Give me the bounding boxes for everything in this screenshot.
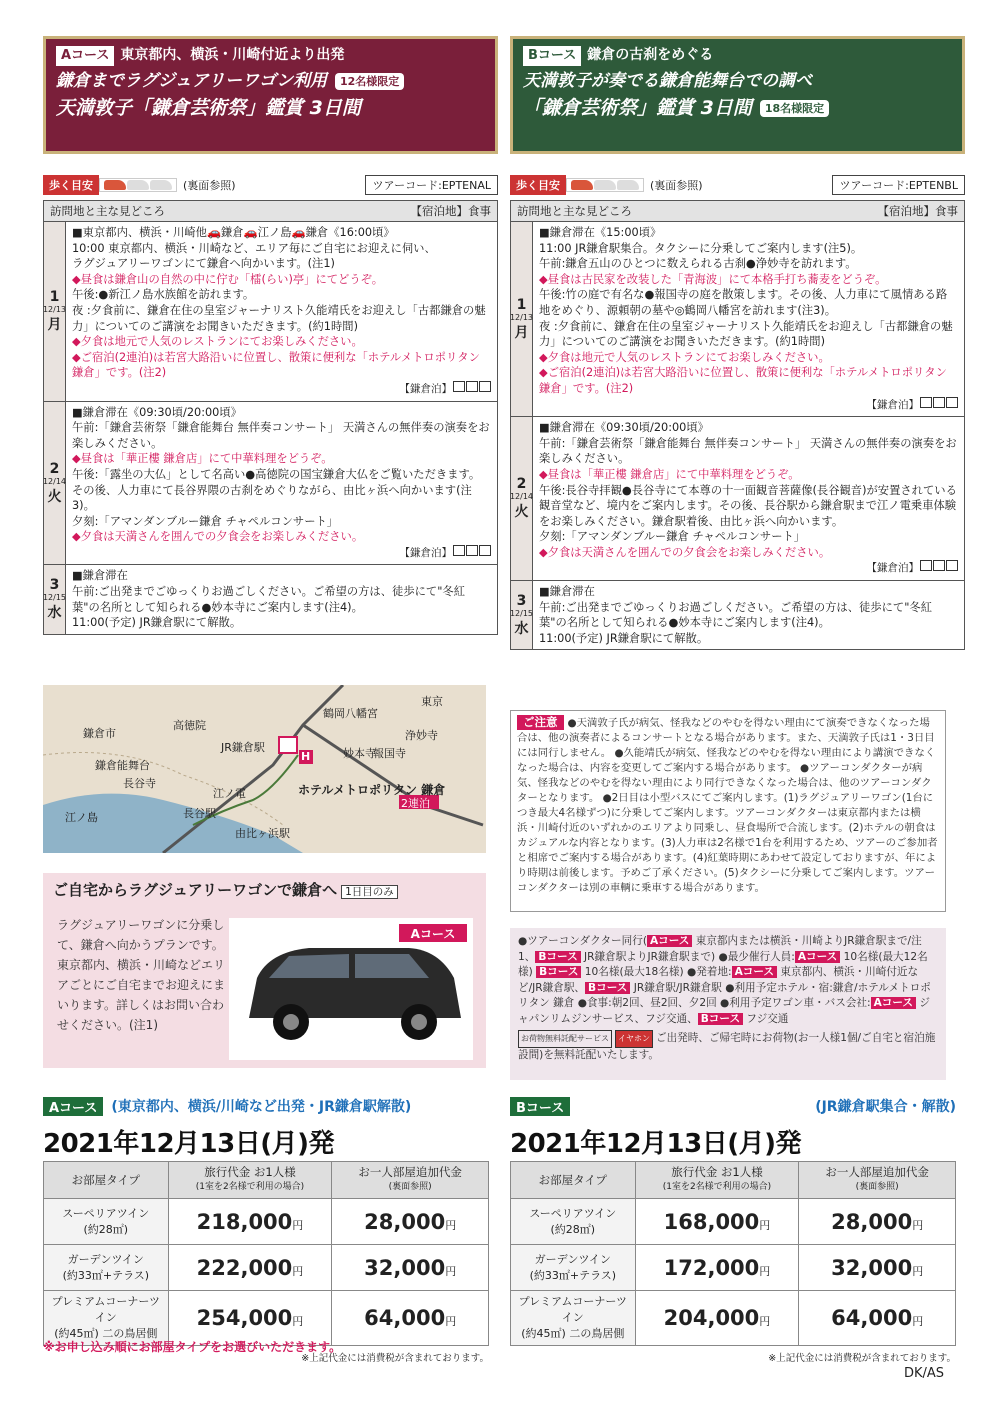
map-label: 江ノ電 — [213, 787, 246, 800]
yen-unit: 円 — [759, 1315, 771, 1328]
itin-head-right: 【宿泊地】食事 — [410, 204, 491, 218]
day-weekday: 水 — [47, 605, 62, 622]
itinerary-line: ◆昼食は「華正樓 鎌倉店」にて中華料理をどうぞ。 — [72, 452, 333, 466]
course-a-chip: Aコース — [795, 951, 840, 963]
day-weekday: 火 — [514, 504, 529, 521]
yen-unit: 円 — [445, 1218, 457, 1232]
col-single — [332, 1162, 489, 1199]
course-a-title-line3: 天満敦子「鎌倉芸術祭」鑑賞 3日間 — [56, 97, 361, 119]
room-type-cell — [44, 1245, 169, 1291]
price-cell — [635, 1199, 799, 1245]
notice-box — [510, 710, 946, 912]
shoe-rating-icon — [566, 178, 644, 192]
day-row — [44, 402, 497, 566]
single-cell — [799, 1245, 956, 1291]
price-row — [511, 1291, 956, 1346]
lux-title: ご自宅からラグジュアリーワゴンで鎌倉へ — [53, 881, 338, 899]
map-label: 鶴岡八幡宮 — [323, 707, 378, 720]
day-number: 3 — [49, 577, 60, 594]
col-price-label: 旅行代金 お1人様 — [204, 1165, 296, 1179]
col-single-sub: (裏面参照) — [388, 1182, 432, 1192]
yen-unit: 円 — [292, 1264, 304, 1278]
day-label — [44, 565, 66, 633]
course-b-chip: Bコース — [536, 966, 581, 978]
meal-icon — [933, 397, 945, 408]
single-cell — [799, 1199, 956, 1245]
room-type-cell — [511, 1245, 636, 1291]
itinerary-line: 午前:鎌倉五山のひとつに数えられる古刹●浄妙寺を訪れます。 — [539, 257, 857, 271]
course-a-subtitle: 東京都内、横浜・川崎付近より出発 — [120, 47, 345, 63]
itinerary-line: 夜 :夕食前に、鎌倉在住の皇室ジャーナリスト久能靖氏をお迎えし「古都鎌倉の魅力」についてのご講演をお聞きいただきます。(約1時間) — [72, 303, 486, 333]
tour-code: ツアーコード:EPTENAL — [365, 175, 498, 195]
yen-unit: 円 — [292, 1315, 304, 1328]
course-a-limit-badge: 12名様限定 — [335, 73, 404, 90]
walk-guide — [510, 174, 965, 196]
day-number: 1 — [516, 296, 527, 313]
price-table — [43, 1161, 489, 1346]
footnote: ※お申し込み順にお部屋タイプをお選びいただきます。 — [43, 1340, 342, 1354]
course-a-title-line2: 鎌倉までラグジュアリーワゴン利用 — [56, 71, 327, 91]
footer-code: DK/AS — [903, 1366, 944, 1381]
lux-badge: 1日目のみ — [341, 885, 398, 899]
single-cell — [799, 1291, 956, 1346]
walk-ref: (裏面参照) — [183, 179, 236, 192]
walk-guide — [43, 174, 498, 196]
itin-head-right: 【宿泊地】食事 — [877, 204, 958, 218]
stay-label: 【鎌倉泊】 — [399, 382, 452, 395]
room-type-cell — [44, 1199, 169, 1245]
yen-unit: 円 — [445, 1315, 457, 1328]
col-single-sub: (裏面参照) — [855, 1182, 899, 1192]
day-label — [511, 581, 533, 649]
course-b-title-line2: 天満敦子が奏でる鎌倉能舞台での調べ — [523, 71, 812, 91]
meal-icon — [920, 560, 932, 571]
day-body — [66, 402, 497, 565]
itinerary-line: 午前:ご出発までごゆっくりお過ごしください。ご希望の方は、徒歩にて"冬紅葉"の名所として知られる●妙本寺にご案内します(注4)。 — [72, 585, 465, 614]
map-label: H — [301, 750, 311, 763]
itinerary-line: 午前:「鎌倉芸術祭「鎌倉能舞台 無伴奏コンサート」 天満さんの無伴奏の演奏をお楽しみください。 — [72, 421, 490, 450]
day-weekday: 水 — [514, 620, 529, 637]
itinerary-line: ■鎌倉滞在 — [539, 585, 595, 599]
map-label: 2連泊 — [401, 797, 430, 810]
price-value: 222,000 — [196, 1255, 293, 1280]
map-label: 鎌倉市 — [83, 727, 116, 740]
info-text: 東京都内、横浜・川崎付近など/JR鎌倉駅、 — [518, 966, 919, 994]
meal-icon — [453, 381, 465, 392]
itinerary-line: ◆夕食は天満さんを囲んでの夕食会をお楽しみください。 — [72, 530, 364, 544]
single-value: 64,000 — [364, 1306, 446, 1330]
col-single — [799, 1162, 956, 1199]
itinerary-line: ◆昼食は古民家を改装した「青海波」にて本格手打ち蕎麦をどうぞ。 — [539, 272, 887, 286]
room-type: ガーデンツイン — [534, 1252, 611, 1266]
course-b-tag: Bコース — [523, 46, 581, 66]
itinerary-line: 11:00 JR鎌倉駅集合。タクシーに分乗してご案内します(注5)。 — [539, 241, 863, 255]
car-icon — [229, 918, 473, 1060]
itinerary-line: ◆昼食は鎌倉山の自然の中に佇む「檑(らい)亭」にてどうぞ。 — [72, 272, 383, 286]
course-a-tag: Aコース — [56, 46, 114, 66]
single-value: 28,000 — [364, 1209, 446, 1234]
earphone-icon: イヤホン — [615, 1030, 653, 1048]
map-label: ホテルメトロポリタン 鎌倉 — [298, 783, 446, 797]
map-label: JR鎌倉駅 — [221, 741, 265, 754]
meal-icon — [466, 381, 478, 392]
day-body — [533, 222, 964, 416]
day-date: 12/13 — [42, 304, 67, 314]
price-cell — [635, 1291, 799, 1346]
course-a-column — [43, 0, 498, 635]
yen-unit: 円 — [759, 1264, 771, 1278]
yen-unit: 円 — [292, 1218, 304, 1232]
col-single-label: お一人部屋追加代金 — [358, 1165, 462, 1179]
day-body — [533, 417, 964, 580]
itinerary-line: ■鎌倉滞在《15:00頃》 — [539, 226, 662, 239]
itinerary-line: ◆昼食は「華正樓 鎌倉店」にて中華料理をどうぞ。 — [539, 467, 800, 481]
walk-label: 歩く目安 — [510, 175, 566, 195]
room-type: プレミアムコーナーツイン — [51, 1295, 160, 1324]
day-number: 2 — [516, 476, 527, 493]
price-value: 254,000 — [196, 1306, 293, 1330]
stay-info — [539, 397, 958, 414]
course-b-chip: Bコース — [698, 1013, 743, 1025]
single-cell — [332, 1199, 489, 1245]
baggage-service-icon: お荷物無料託配サービス — [518, 1030, 612, 1048]
notice-label: ご注意 — [517, 715, 564, 730]
yen-unit: 円 — [912, 1218, 924, 1232]
info-text: ジャパンリムジンサービス、フジ交通、 — [518, 997, 930, 1025]
itinerary-line: ■鎌倉滞在《09:30頃/20:00頃》 — [539, 421, 709, 435]
stay-label: 【鎌倉泊】 — [399, 546, 452, 559]
col-price-sub: (1室を2名様で利用の場合) — [662, 1182, 772, 1192]
info-text: ●ツアーコンダクター同行( — [518, 935, 647, 947]
day-row — [511, 581, 964, 649]
map-label: 東京 — [421, 695, 443, 708]
itinerary-line: 午後:竹の庭で有名な●報国寺の庭を散策します。その後、人力車にて風情ある路地をめぐり、源頼朝の墓や◎鶴岡八幡宮を訪れます(注3)。 — [539, 288, 948, 317]
day-date: 12/15 — [42, 593, 67, 603]
price-a-tag: Aコース — [43, 1097, 103, 1116]
itinerary-line: 11:00(予定) JR鎌倉駅にて解散。 — [539, 631, 709, 645]
car-course-tag: Aコース — [410, 927, 456, 941]
info-text: JR鎌倉駅よりJR鎌倉駅まで) ●最少催行人員: — [580, 950, 795, 963]
course-b-banner — [510, 36, 965, 154]
tax-note: ※上記代金には消費税が含まれております。 — [301, 1353, 489, 1364]
yen-unit: 円 — [445, 1264, 457, 1278]
day-body — [66, 222, 497, 401]
single-value: 32,000 — [831, 1255, 913, 1280]
course-a-banner — [43, 36, 498, 154]
itinerary-line: ■鎌倉滞在《09:30頃/20:00頃》 — [72, 405, 242, 419]
itinerary-line: 11:00(予定) JR鎌倉駅にて解散。 — [72, 616, 242, 630]
price-row — [44, 1245, 489, 1291]
price-value: 172,000 — [663, 1255, 760, 1280]
col-price — [635, 1162, 799, 1199]
course-b-chip: Bコース — [535, 951, 580, 963]
departure-date: 2021年12月13日(月)発 — [510, 1129, 801, 1159]
tour-code: ツアーコード:EPTENBL — [832, 175, 965, 195]
map-label: 江ノ島 — [65, 811, 98, 824]
itinerary-line: 夕刻:「アマンダンブルー鎌倉 チャペルコンサート」 — [539, 530, 806, 544]
map-label: 妙本寺 — [343, 747, 376, 760]
itinerary-line: ■東京都内、横浜・川崎他🚗鎌倉🚗江ノ島🚗鎌倉《16:00頃》 — [72, 226, 395, 239]
course-b-subtitle: 鎌倉の古刹をめぐる — [587, 47, 714, 63]
itinerary-line: 午前:ご出発までごゆっくりお過ごしください。ご希望の方は、徒歩にて"冬紅葉"の名所として知られる●妙本寺にご案内します(注4)。 — [539, 600, 932, 630]
single-cell — [332, 1245, 489, 1291]
map-label: 鎌倉能舞台 — [95, 759, 150, 772]
meal-icon — [933, 560, 945, 571]
price-row — [511, 1199, 956, 1245]
price-a-note: (東京都内、横浜/川崎など出発・JR鎌倉駅解散) — [111, 1099, 412, 1115]
room-size: (約45㎡) 二の鳥居側 — [521, 1327, 625, 1340]
luxury-wagon-box — [43, 873, 486, 1068]
course-b-chip: Bコース — [585, 982, 630, 994]
map-label: 高徳院 — [173, 719, 206, 732]
day-label — [511, 222, 533, 416]
room-size: (約28㎡) — [550, 1222, 596, 1236]
single-cell — [332, 1291, 489, 1346]
walk-ref: (裏面参照) — [650, 179, 703, 192]
itinerary-line: ◆夕食は地元で人気のレストランにてお楽しみください。 — [539, 350, 830, 364]
kamakura-map — [43, 685, 486, 853]
stay-info — [72, 381, 491, 398]
stay-label: 【鎌倉泊】 — [866, 398, 919, 411]
single-value: 32,000 — [364, 1255, 446, 1280]
baggage-text: ご出発時、ご帰宅時にお荷物(お一人様1個/ご自宅と宿泊施設間)を無料託配いたします。 — [518, 1032, 936, 1061]
col-single-label: お一人部屋追加代金 — [825, 1165, 929, 1179]
info-text: フジ交通 — [743, 1012, 789, 1025]
course-a-chip: Aコース — [647, 935, 692, 947]
price-row — [511, 1245, 956, 1291]
col-room-type: お部屋タイプ — [511, 1162, 636, 1199]
price-cell — [168, 1199, 332, 1245]
yen-unit: 円 — [759, 1218, 771, 1232]
itinerary-line: 午後:長谷寺拝観●長谷寺にて本尊の十一面観音菩薩像(長谷観音)が安置されている観音堂など、境内をご案内します。その後、長谷駅から鎌倉駅まで江ノ電乗車体験をお楽しみください。鎌倉駅着後、由比ヶ浜へ向かいます。 — [539, 483, 957, 528]
lux-text: ラグジュアリーワゴンに分乗して、鎌倉へ向かうプランです。東京都内、横浜・川崎などエリアごとにご自宅までお迎えにまいります。詳しくはお問い合わせください。(注1) — [57, 918, 226, 1032]
price-row — [44, 1199, 489, 1245]
room-size: (約33㎡+テラス) — [529, 1268, 617, 1282]
yen-unit: 円 — [912, 1315, 924, 1328]
day-body — [533, 581, 964, 649]
info-text: JR鎌倉駅/JR鎌倉駅 ●利用予定ホテル・宿:鎌倉/ホテルメトロポリタン 鎌倉 ●食事:朝2回、昼2回、夕2回 ●利用予定ワゴン車・バス会社: — [518, 981, 931, 1009]
meal-icon — [946, 560, 958, 571]
room-size: (約33㎡+テラス) — [62, 1268, 150, 1282]
price-b-note: (JR鎌倉駅集合・解散) — [815, 1099, 956, 1115]
day-weekday: 月 — [47, 316, 62, 333]
stay-label: 【鎌倉泊】 — [866, 562, 919, 575]
room-type-cell — [511, 1199, 636, 1245]
meal-icon — [920, 397, 932, 408]
meal-icon — [453, 545, 465, 556]
price-value: 218,000 — [196, 1209, 293, 1234]
itinerary-line: ラグジュアリーワゴンにて鎌倉へ向かいます。(注1) — [72, 257, 335, 271]
col-price-label: 旅行代金 お1人様 — [671, 1165, 763, 1179]
map-label: 長谷駅 — [183, 807, 216, 820]
notice-text: ●天満敦子氏が病気、怪我などのやむを得ない理由にて演奏できなくなった場合は、他の演奏者によるコンサートとなる場合があります。また、天満敦子氏は1・3日目には同行しません。 ●久能靖氏が病気、怪我などのやむを得ない理由により講演できなくなった場合は、内容を変更してご案内する場合があります。 ●ツアーコンダクターが病気、怪我などのやむを得ない理由により同行できなくなった場合は、他のツアーコンダクターとなります。 ●2日目は小型バスにてご案内します。(1)ラグジュアリーワゴン(1台につき最大4名様ずつ)に分乗してご案内します。ツアーコンダクターは東京都内または横浜・川崎付近のいずれかのエリアより同乗し、昼食場所で合流します。(2)ホテルの朝食はカジュアルな内容となります。(3)人力車は2名様で1台を利用するため、ツアーのご参加者と相席でご案内する場合があります。(4)紅葉時期にあわせて設定しておりますが、年により時期は前後します。予めご了承ください。(5)タクシーに分乗してご案内します。ツアーコンダクターは別の車輌に乗車する場合があります。 — [517, 717, 938, 894]
itinerary-line: ◆夕食は地元で人気のレストランにてお楽しみください。 — [72, 335, 363, 349]
price-value: 204,000 — [663, 1306, 760, 1330]
itin-head-left: 訪問地と主な見どころ — [517, 204, 632, 218]
itinerary-table — [510, 200, 965, 650]
room-size: (約45㎡) 二の鳥居側 — [54, 1327, 158, 1340]
day-label — [511, 417, 533, 580]
stay-info — [539, 560, 958, 577]
itinerary-line: 10:00 東京都内、横浜・川崎など、エリア毎にご自宅にお迎えに伺い、 — [72, 241, 436, 255]
itinerary-line: ◆ご宿泊(2連泊)は若宮大路沿いに位置し、散策に便利な「ホテルメトロポリタン 鎌倉」です。(注2) — [72, 350, 480, 380]
itinerary-line: 夜 :夕食前に、鎌倉在住の皇室ジャーナリスト久能靖氏をお迎えし「古都鎌倉の魅力」についてのご講演をお聞きいただきます。(約1時間) — [539, 319, 953, 349]
single-value: 28,000 — [831, 1209, 913, 1234]
itinerary-table — [43, 200, 498, 635]
stay-info — [72, 545, 491, 562]
itinerary-line: 午前:「鎌倉芸術祭「鎌倉能舞台 無伴奏コンサート」 天満さんの無伴奏の演奏をお楽しみください。 — [539, 436, 957, 466]
col-price-sub: (1室を2名様で利用の場合) — [195, 1182, 305, 1192]
price-value: 168,000 — [663, 1209, 760, 1234]
day-number: 2 — [49, 460, 60, 477]
day-date: 12/15 — [509, 608, 534, 618]
walk-label: 歩く目安 — [43, 175, 99, 195]
meal-icon — [479, 545, 491, 556]
itinerary-line: 午後:●新江ノ島水族館を訪れます。 — [72, 288, 255, 302]
room-type: スーペリアツイン — [529, 1206, 617, 1220]
room-type: ガーデンツイン — [67, 1252, 144, 1266]
course-b-column — [510, 0, 965, 650]
shoe-rating-icon — [99, 178, 177, 192]
car-image — [229, 918, 473, 1060]
price-cell — [168, 1245, 332, 1291]
itinerary-line: ■鎌倉滞在 — [72, 569, 128, 583]
info-text: 東京都内または横浜・川崎よりJR鎌倉駅まで/注1、 — [518, 935, 922, 963]
day-weekday: 月 — [514, 324, 529, 341]
info-text: 10名様(最大18名様) ●発着地: — [581, 966, 732, 978]
meal-icon — [466, 545, 478, 556]
yen-unit: 円 — [912, 1264, 924, 1278]
day-number: 1 — [49, 288, 60, 305]
single-value: 64,000 — [831, 1306, 913, 1330]
itinerary-line: ◆ご宿泊(2連泊)は若宮大路沿いに位置し、散策に便利な「ホテルメトロポリタン 鎌倉」です。(注2) — [539, 366, 947, 395]
col-room-type: お部屋タイプ — [44, 1162, 169, 1199]
day-number: 3 — [516, 592, 527, 609]
room-type: スーペリアツイン — [62, 1206, 150, 1220]
course-b-title-line3: 「鎌倉芸術祭」鑑賞 3日間 — [523, 97, 752, 119]
day-body — [66, 565, 497, 633]
day-row — [44, 565, 497, 633]
room-type-cell — [511, 1291, 636, 1346]
day-label — [44, 222, 66, 401]
itinerary-line: 夕刻:「アマンダンブルー鎌倉 チャペルコンサート」 — [72, 514, 339, 528]
price-table-a — [43, 1095, 489, 1364]
meal-icon — [479, 381, 491, 392]
departure-date: 2021年12月13日(月)発 — [43, 1129, 334, 1159]
price-cell — [635, 1245, 799, 1291]
col-price — [168, 1162, 332, 1199]
course-a-chip: Aコース — [732, 966, 777, 978]
meal-icon — [946, 397, 958, 408]
map-label: 長谷寺 — [123, 777, 156, 790]
map-label: 浄妙寺 — [405, 729, 438, 742]
price-table-b — [510, 1095, 956, 1364]
price-table — [510, 1161, 956, 1346]
itinerary-line: ◆夕食は天満さんを囲んでの夕食会をお楽しみください。 — [539, 545, 831, 559]
info-text: 10名様(最大12名様) — [518, 950, 928, 978]
room-size: (約28㎡) — [83, 1222, 129, 1236]
itinerary-line: 午後:「露坐の大仏」として名高い●高徳院の国宝鎌倉大仏をご覧いただきます。その後、人力車にて長谷界隈の古刹をめぐりながら、由比ヶ浜へ向かいます(注3)。 — [72, 467, 481, 513]
tour-info-box — [510, 928, 946, 1080]
course-a-chip: Aコース — [871, 997, 916, 1009]
price-b-tag: Bコース — [510, 1097, 570, 1116]
day-weekday: 火 — [47, 488, 62, 505]
map-label: 由比ヶ浜駅 — [235, 827, 290, 840]
tax-note: ※上記代金には消費税が含まれております。 — [768, 1353, 956, 1364]
day-row — [511, 222, 964, 417]
day-date: 12/14 — [509, 492, 534, 502]
day-date: 12/13 — [509, 312, 534, 322]
day-row — [44, 222, 497, 402]
itin-head-left: 訪問地と主な見どころ — [50, 204, 165, 218]
day-label — [44, 402, 66, 565]
course-b-limit-badge: 18名様限定 — [760, 100, 829, 117]
day-row — [511, 417, 964, 581]
map-label: 報国寺 — [373, 747, 406, 760]
room-type: プレミアムコーナーツイン — [518, 1295, 627, 1324]
day-date: 12/14 — [42, 476, 67, 486]
